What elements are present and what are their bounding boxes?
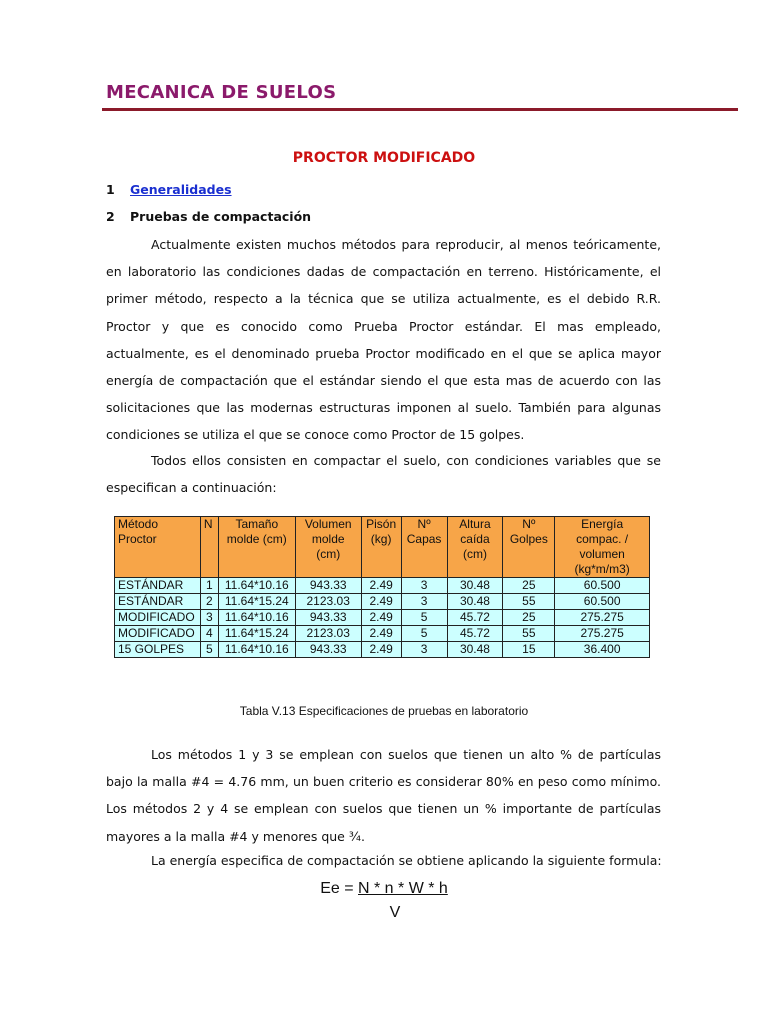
table-cell: 943.33 <box>295 642 361 658</box>
paragraph-methods: Los métodos 1 y 3 se emplean con suelos que tienen un alto % de partículas bajo la malla #4 = 4.76 mm, un buen criterio es considerar 80% en peso como mínimo. Los métodos 2 y 4 se emplean con suelos que tienen un % importante de partículas mayores a la malla #4 y menores que ¾. <box>106 747 661 844</box>
table-row <box>115 626 650 642</box>
table-cell: 5 <box>200 642 218 658</box>
header-cell: Nº Golpes <box>503 517 555 578</box>
table-row <box>115 610 650 626</box>
table-cell: 2.49 <box>361 610 401 626</box>
table-cell: 1 <box>200 578 218 594</box>
table-cell: 45.72 <box>447 610 503 626</box>
table-cell: ESTÁNDAR <box>115 594 201 610</box>
table-row <box>115 594 650 610</box>
table-cell: MODIFICADO <box>115 626 201 642</box>
table-cell: 2123.03 <box>295 594 361 610</box>
table-cell: 25 <box>503 610 555 626</box>
header-cell: N <box>200 517 218 578</box>
table-cell: 30.48 <box>447 642 503 658</box>
generalidades-link[interactable]: Generalidades <box>130 182 232 197</box>
paragraph-conditions: Todos ellos consisten en compactar el suelo, con condiciones variables que se especifican a continuación: <box>106 453 661 496</box>
section-label: Pruebas de compactación <box>130 209 312 224</box>
specifications-table <box>114 516 650 658</box>
table-cell: ESTÁNDAR <box>115 578 201 594</box>
header-cell: Tamaño molde (cm) <box>218 517 295 578</box>
table-cell: 15 GOLPES <box>115 642 201 658</box>
table-cell: 11.64*15.24 <box>218 626 295 642</box>
table-header-row <box>115 517 650 578</box>
table-cell: 30.48 <box>447 578 503 594</box>
table-cell: 45.72 <box>447 626 503 642</box>
table-row <box>115 578 650 594</box>
document-title: PROCTOR MODIFICADO <box>292 150 476 166</box>
paragraph-formula-intro: La energía especifica de compactación se obtiene aplicando la siguiente formula: <box>151 853 662 868</box>
table-cell: 30.48 <box>447 594 503 610</box>
table-cell: 3 <box>401 642 447 658</box>
table-cell: 36.400 <box>555 642 650 658</box>
header-cell: Pisón (kg) <box>361 517 401 578</box>
table-cell: 11.64*10.16 <box>218 578 295 594</box>
table-cell: 60.500 <box>555 578 650 594</box>
table-cell: 2123.03 <box>295 626 361 642</box>
section-number: 2 <box>106 209 115 224</box>
header-title: MECANICA DE SUELOS <box>106 82 337 103</box>
table-cell: 275.275 <box>555 626 650 642</box>
table-cell: 11.64*10.16 <box>218 610 295 626</box>
energy-formula <box>0 880 768 898</box>
table-caption: Tabla V.13 Especificaciones de pruebas en laboratorio <box>239 704 529 718</box>
table-cell: 11.64*15.24 <box>218 594 295 610</box>
table-cell: 15 <box>503 642 555 658</box>
section-number: 1 <box>106 182 115 197</box>
table-cell: 943.33 <box>295 610 361 626</box>
header-cell: Nº Capas <box>401 517 447 578</box>
table-cell: 5 <box>401 626 447 642</box>
table-cell: 25 <box>503 578 555 594</box>
table-cell: 2.49 <box>361 626 401 642</box>
header-cell: Volumen molde (cm) <box>295 517 361 578</box>
table-cell: 3 <box>200 610 218 626</box>
table-cell: 11.64*10.16 <box>218 642 295 658</box>
table-cell: MODIFICADO <box>115 610 201 626</box>
table-cell: 943.33 <box>295 578 361 594</box>
table-cell: 2.49 <box>361 642 401 658</box>
formula-lhs: Ee = <box>320 880 358 897</box>
table-cell: 60.500 <box>555 594 650 610</box>
table-row <box>115 642 650 658</box>
formula-denominator: V <box>389 904 401 921</box>
section-1-heading <box>106 182 232 197</box>
table-cell: 2.49 <box>361 594 401 610</box>
table-cell: 4 <box>200 626 218 642</box>
table-cell: 5 <box>401 610 447 626</box>
formula-numerator: N * n * W * h <box>358 880 448 897</box>
section-2-heading <box>106 209 311 224</box>
paragraph-intro: Actualmente existen muchos métodos para reproducir, al menos teóricamente, en laboratorio las condiciones dadas de compactación en terreno. Históricamente, el primer método, respecto a la técnica que se utiliza actualmente, es el debido R.R. Proctor y que es conocido como Prueba Proctor estándar. El mas empleado, actualmente, es el denominado prueba Proctor modificado en el que se aplica mayor energía de compactación que el estándar siendo el que esta mas de acuerdo con las solicitaciones que las modernas estructuras imponen al suelo. También para algunas condiciones se utiliza el que se conoce como Proctor de 15 golpes. <box>106 237 661 443</box>
header-cell: Energía compac. / volumen (kg*m/m3) <box>555 517 650 578</box>
table-cell: 55 <box>503 594 555 610</box>
table-cell: 55 <box>503 626 555 642</box>
table-cell: 3 <box>401 594 447 610</box>
table-cell: 275.275 <box>555 610 650 626</box>
header-rule <box>102 108 738 111</box>
table-cell: 3 <box>401 578 447 594</box>
table-cell: 2.49 <box>361 578 401 594</box>
table-cell: 2 <box>200 594 218 610</box>
header-cell: Altura caída (cm) <box>447 517 503 578</box>
header-cell: Método Proctor <box>115 517 201 578</box>
